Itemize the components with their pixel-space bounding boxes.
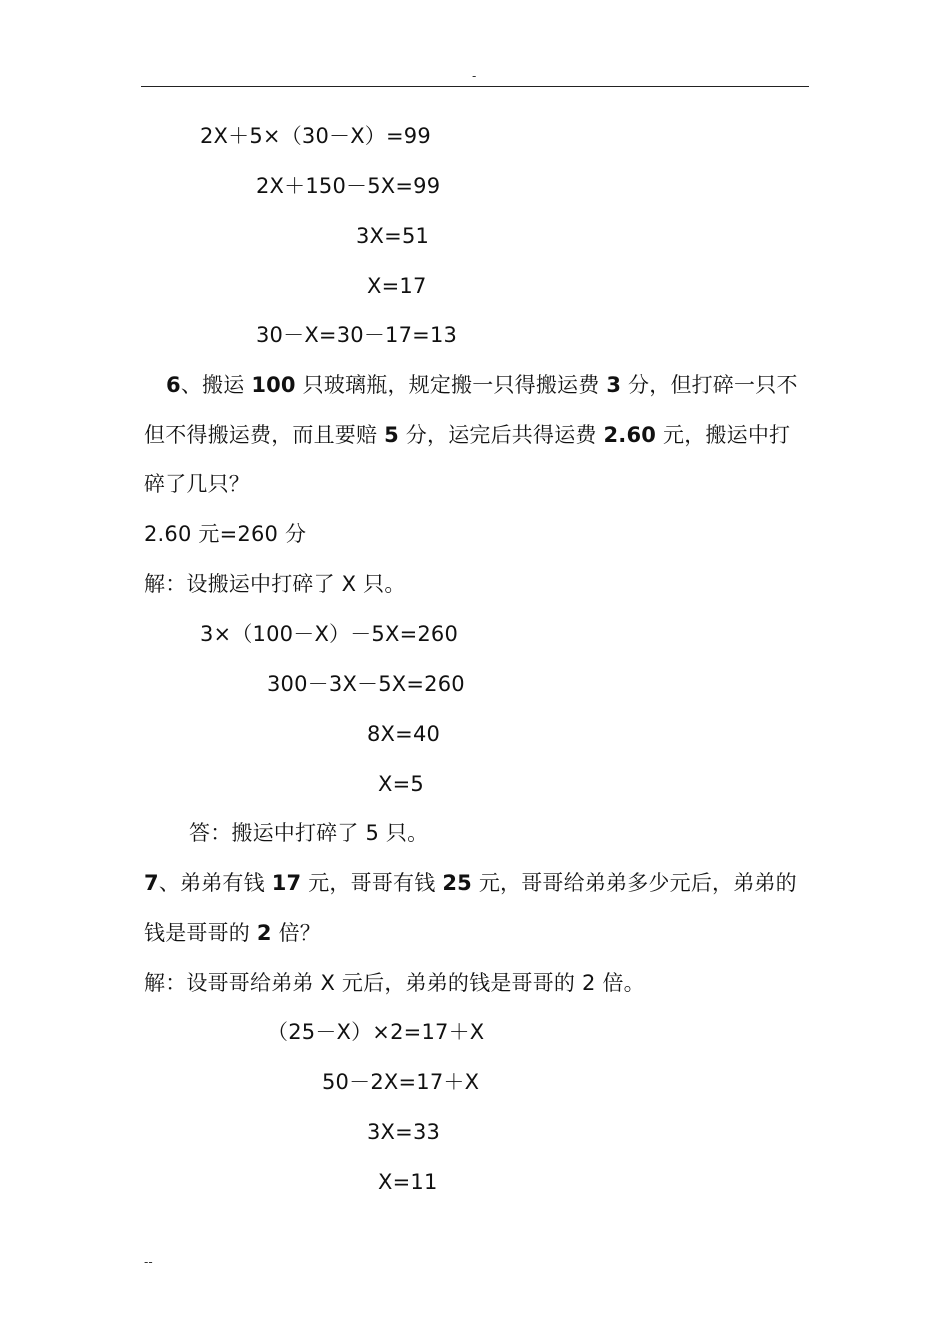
equation-line: 3X=33	[367, 1120, 441, 1144]
equation-line: 2X＋150－5X=99	[256, 174, 441, 198]
solution-setup: 解：设哥哥给弟弟 X 元后，弟弟的钱是哥哥的 2 倍。	[144, 971, 645, 995]
question-number: 6	[166, 373, 181, 397]
solution-setup: 解：设搬运中打碎了 X 只。	[144, 572, 406, 596]
equation-line: 8X=40	[367, 722, 441, 746]
question-7-line-2: 钱是哥哥的 2 倍？	[144, 921, 321, 945]
equation-line: 50－2X=17＋X	[322, 1070, 480, 1094]
equation-line: 30－X=30－17=13	[256, 323, 458, 347]
equation-line: X=17	[367, 274, 427, 298]
equation-line: X=11	[378, 1170, 438, 1194]
equation-line: 300－3X－5X=260	[267, 672, 465, 696]
question-number: 7	[144, 871, 159, 895]
unit-conversion: 2.60 元=260 分	[144, 522, 307, 546]
equation-line: 2X＋5×（30－X）=99	[200, 124, 431, 148]
question-7-line-1: 7、弟弟有钱 17 元，哥哥有钱 25 元，哥哥给弟弟多少元后，弟弟的	[144, 871, 797, 895]
question-6-line-3: 碎了几只？	[144, 472, 250, 496]
question-6-line-2: 但不得搬运费，而且要赔 5 分，运完后共得运费 2.60 元，搬运中打	[144, 423, 791, 447]
answer-line: 答：搬运中打碎了 5 只。	[189, 821, 429, 845]
equation-line: 3X=51	[356, 224, 430, 248]
equation-line: X=5	[378, 772, 424, 796]
question-6-line-1: 6、搬运 100 只玻璃瓶，规定搬一只得搬运费 3 分，但打碎一只不	[166, 373, 798, 397]
header-rule	[141, 86, 809, 87]
header-mark: -	[472, 69, 477, 83]
equation-line: 3×（100－X）－5X=260	[200, 622, 459, 646]
equation-line: （25－X）×2=17＋X	[267, 1020, 485, 1044]
footer-mark: --	[144, 1255, 153, 1269]
